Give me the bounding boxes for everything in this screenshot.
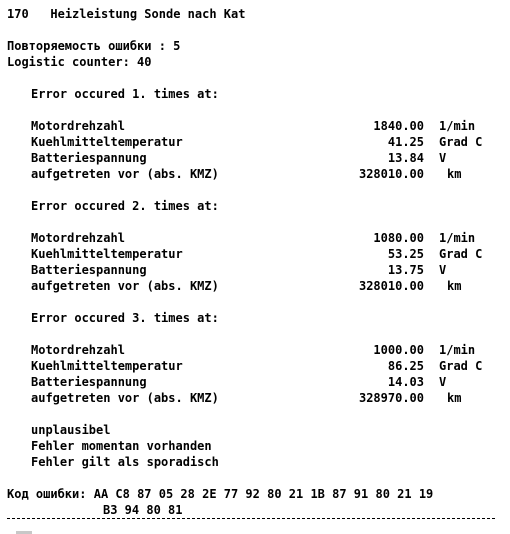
status-line-1: unplausibel	[31, 423, 111, 437]
occurrence-2-row-1-value: 1080.00	[373, 231, 424, 245]
occurrence-1-row-4-unit: km	[447, 167, 462, 181]
occurrence-2-row-2-value: 53.25	[387, 247, 424, 261]
occurrence-1-row-1-value: 1840.00	[373, 119, 424, 133]
occurrence-1-row-2-label: Kuehlmitteltemperatur	[31, 135, 183, 149]
error-code-line-1	[7, 486, 433, 502]
occurrence-1-heading: Error occured 1. times at:	[31, 87, 219, 101]
occurrence-3-row-1-unit: 1/min	[439, 343, 476, 357]
fault-title-line	[7, 6, 245, 22]
occurrence-3-row-1-label: Motordrehzahl	[31, 343, 125, 357]
repeat-count: Повторяемость ошибки : 5	[7, 39, 181, 53]
occurrence-2-row-3-label: Batteriespannung	[31, 263, 147, 277]
occurrence-3-row-2-label: Kuehlmitteltemperatur	[31, 359, 183, 373]
occurrence-1-row-3-value: 13.84	[387, 151, 424, 165]
occurrence-2-row-2-label: Kuehlmitteltemperatur	[31, 247, 183, 261]
occurrence-1-row-3-label: Batteriespannung	[31, 151, 147, 165]
occurrence-2-heading: Error occured 2. times at:	[31, 199, 219, 213]
occurrence-3-row-3-value: 14.03	[387, 375, 424, 389]
logistic-counter: Logistic counter: 40	[7, 55, 152, 69]
error-code-bytes-1: AA C8 87 05 28 2E 77 92 80 21 1B 87 91 80 21 19	[93, 487, 434, 501]
occurrence-3-heading: Error occured 3. times at:	[31, 311, 219, 325]
error-code-label: Код ошибки:	[7, 487, 87, 501]
occurrence-3-row-1-value: 1000.00	[373, 343, 424, 357]
occurrence-1-row-3-unit: V	[439, 151, 447, 165]
occurrence-3-row-3-unit: V	[439, 375, 447, 389]
occurrence-2-row-4-unit: km	[447, 279, 462, 293]
occurrence-3-row-4-label: aufgetreten vor (abs. KMZ)	[31, 391, 219, 405]
occurrence-2-row-3-value: 13.75	[387, 263, 424, 277]
occurrence-3-row-3-label: Batteriespannung	[31, 375, 147, 389]
fault-title: Heizleistung Sonde nach Kat	[50, 7, 246, 21]
occurrence-1-row-4-value: 328010.00	[358, 167, 424, 181]
occurrence-1-row-4-label: aufgetreten vor (abs. KMZ)	[31, 167, 219, 181]
fault-code: 170	[7, 7, 29, 21]
occurrence-2-row-4-value: 328010.00	[358, 279, 424, 293]
occurrence-3-row-2-unit: Grad C	[439, 359, 483, 373]
status-line-3: Fehler gilt als sporadisch	[31, 455, 219, 469]
occurrence-2-row-3-unit: V	[439, 263, 447, 277]
occurrence-1-row-2-value: 41.25	[387, 135, 424, 149]
occurrence-2-row-1-label: Motordrehzahl	[31, 231, 125, 245]
occurrence-2-row-1-unit: 1/min	[439, 231, 476, 245]
error-code-bytes-2: B3 94 80 81	[103, 503, 183, 517]
occurrence-3-row-4-unit: km	[447, 391, 462, 405]
occurrence-3-row-4-value: 328970.00	[358, 391, 424, 405]
occurrence-2-row-2-unit: Grad C	[439, 247, 483, 261]
occurrence-1-row-1-unit: 1/min	[439, 119, 476, 133]
occurrence-1-row-2-unit: Grad C	[439, 135, 483, 149]
occurrence-2-row-4-label: aufgetreten vor (abs. KMZ)	[31, 279, 219, 293]
occurrence-3-row-2-value: 86.25	[387, 359, 424, 373]
occurrence-1-row-1-label: Motordrehzahl	[31, 119, 125, 133]
status-line-2: Fehler momentan vorhanden	[31, 439, 212, 453]
dashed-separator	[7, 518, 495, 519]
